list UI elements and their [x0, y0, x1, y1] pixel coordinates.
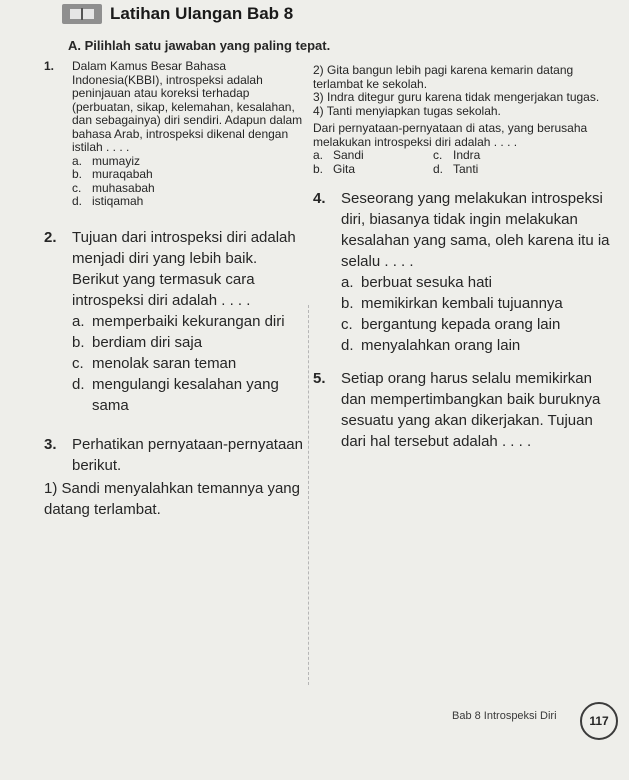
option: b. Gita: [313, 161, 356, 176]
header: [62, 2, 293, 26]
book-icon: [62, 4, 102, 24]
question-text: Dalam Kamus Besar Bahasa Indonesia(KBBI), introspeksi adalah peninjauan atau koreksi terhadap (perbuatan, sikap, kelemahan, kesalahan, dan sebagainya) diri sendiri. Adapun dalam bahasa Arab, introspeksi dikenal dengan istilah . . . .: [72, 59, 303, 154]
option: a. Sandi: [313, 148, 364, 162]
question-3: [44, 434, 304, 476]
statement: 2) Gita bangun lebih pagi karena kemarin datang terlambat ke sekolah.: [313, 63, 574, 91]
option: c. Indra: [433, 148, 481, 162]
statement: 1) Sandi menyalahkan temannya yang datang terlambat.: [44, 479, 300, 518]
question-stem: Dari pernyataan-pernyataan di atas, yang berusaha melakukan introspeksi diri adalah . . . .: [313, 121, 588, 149]
option: c. bergantung kepada orang lain: [341, 316, 561, 333]
right-column: [313, 64, 619, 452]
question-text: Tujuan dari introspeksi diri adalah menjadi diri yang lebih baik. Berikut yang termasuk cara introspeksi diri adalah . . . .: [72, 228, 296, 309]
question-number: 4.: [313, 190, 326, 207]
question-2: [44, 227, 304, 416]
option: a. mumayiz: [72, 153, 141, 168]
option: a. berbuat sesuka hati: [341, 274, 492, 291]
option: b. memikirkan kembali tujuannya: [341, 295, 563, 312]
column-divider: [308, 305, 309, 685]
options-grid: [313, 149, 619, 176]
option: c. muhasabah: [72, 180, 155, 195]
option: a. memperbaiki kekurangan diri: [72, 312, 285, 330]
page-title: Latihan Ulangan Bab 8: [110, 4, 294, 23]
left-column: [44, 60, 304, 520]
question-number: 2.: [44, 228, 57, 246]
section-title: A. Pilihlah satu jawaban yang paling tepat.: [68, 38, 331, 53]
option: b. berdiam diri saja: [72, 333, 203, 351]
question-number: 3.: [44, 435, 57, 453]
question-number: 5.: [313, 370, 326, 387]
question-text: Seseorang yang melakukan introspeksi diri, biasanya tidak ingin melakukan kesalahan yang sama, oleh karena itu ia selalu . . . .: [341, 190, 610, 270]
statement: 4) Tanti menyiapkan tugas sekolah.: [313, 103, 501, 118]
option: d. menyalahkan orang lain: [341, 337, 521, 354]
option: d. Tanti: [433, 161, 479, 176]
statement: 3) Indra ditegur guru karena tidak mengerjakan tugas.: [313, 90, 600, 104]
question-text: Setiap orang harus selalu memikirkan dan mempertimbangkan baik buruknya sesuatu yang akan dikerjakan. Tujuan dari hal tersebut adalah . . . .: [341, 370, 601, 450]
question-text: Perhatikan pernyataan-pernyataan berikut.: [72, 435, 303, 474]
page-number: 117: [580, 702, 618, 740]
question-4: [313, 188, 619, 356]
question-5: [313, 368, 619, 452]
option: c. menolak saran teman: [72, 354, 237, 372]
option: d. mengulangi kesalahan yang sama: [72, 375, 279, 414]
question-number: 1.: [44, 59, 55, 73]
option: b. muraqabah: [72, 167, 153, 181]
footer-label: Bab 8 Introspeksi Diri: [452, 710, 557, 722]
option: d. istiqamah: [72, 194, 144, 208]
question-1: [44, 60, 304, 209]
